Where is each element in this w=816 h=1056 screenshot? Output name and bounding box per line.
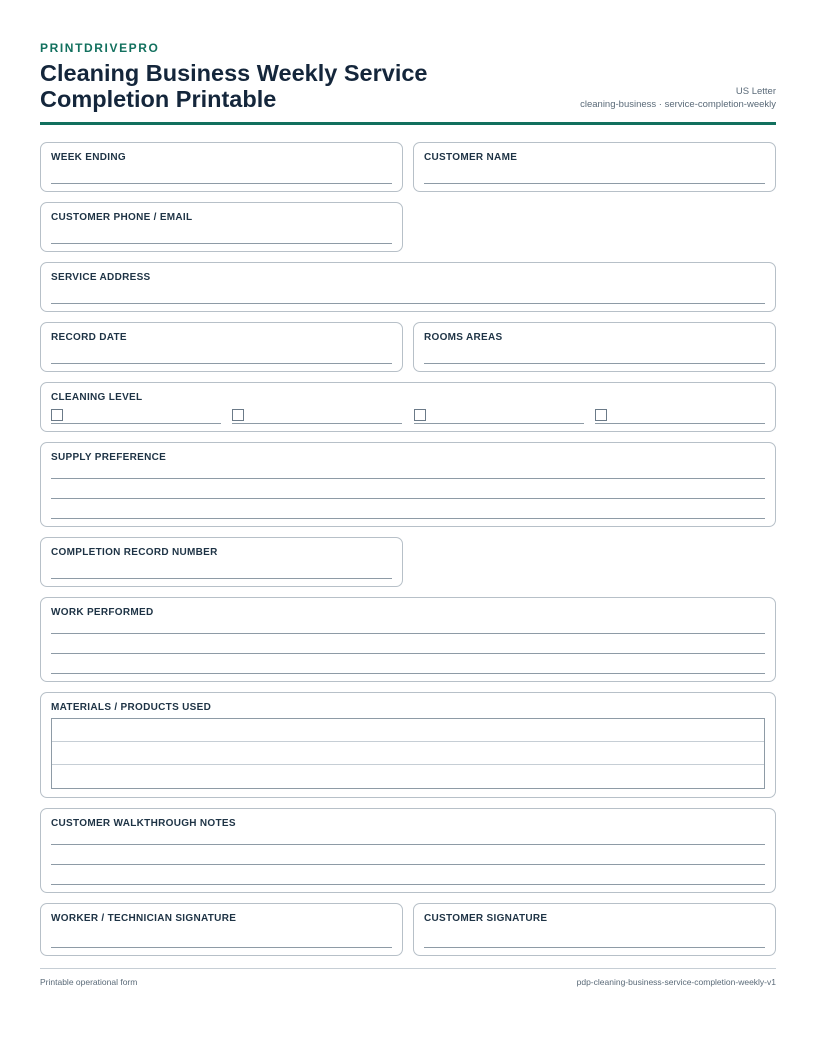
- work-performed-field[interactable]: [40, 597, 776, 682]
- footer-left-text: Printable operational form: [40, 977, 138, 987]
- cleaning-level-option[interactable]: [595, 408, 765, 424]
- brand-name: PRINTDRIVEPRO: [40, 41, 160, 55]
- footer-form-id: pdp-cleaning-business-service-completion-weekly-v1: [576, 977, 776, 987]
- supply-preference-label: SUPPLY PREFERENCE: [51, 452, 167, 463]
- write-line[interactable]: [51, 498, 765, 499]
- write-line[interactable]: [51, 363, 392, 364]
- service-address-label: SERVICE ADDRESS: [51, 272, 151, 283]
- record-date-label: RECORD DATE: [51, 332, 127, 343]
- write-line[interactable]: [424, 363, 765, 364]
- signature-line[interactable]: [51, 947, 392, 948]
- cleaning-level-field: [40, 382, 776, 432]
- customer-name-field[interactable]: [413, 142, 776, 192]
- completion-record-number-field[interactable]: [40, 537, 403, 587]
- option-line: [51, 423, 221, 424]
- materials-products-used-label: MATERIALS / PRODUCTS USED: [51, 702, 212, 713]
- write-line[interactable]: [51, 673, 765, 674]
- week-ending-label: WEEK ENDING: [51, 152, 126, 163]
- checkbox[interactable]: [232, 409, 244, 421]
- write-line[interactable]: [51, 518, 765, 519]
- checkbox[interactable]: [51, 409, 63, 421]
- write-line[interactable]: [51, 633, 765, 634]
- footer-rule: [40, 968, 776, 969]
- customer-phone-email-field[interactable]: [40, 202, 403, 252]
- option-line: [414, 423, 584, 424]
- customer-walkthrough-notes-label: CUSTOMER WALKTHROUGH NOTES: [51, 818, 236, 829]
- write-line[interactable]: [51, 844, 765, 845]
- table-row[interactable]: [52, 719, 764, 742]
- signature-line[interactable]: [424, 947, 765, 948]
- work-performed-label: WORK PERFORMED: [51, 607, 154, 618]
- write-line[interactable]: [51, 653, 765, 654]
- paper-size: US Letter: [735, 86, 776, 97]
- write-line[interactable]: [51, 183, 392, 184]
- customer-phone-email-label: CUSTOMER PHONE / EMAIL: [51, 212, 193, 223]
- customer-signature-label: CUSTOMER SIGNATURE: [424, 913, 548, 924]
- cleaning-level-option[interactable]: [414, 408, 584, 424]
- cleaning-level-option[interactable]: [51, 408, 221, 424]
- rooms-areas-field[interactable]: [413, 322, 776, 372]
- table-row[interactable]: [52, 742, 764, 765]
- supply-preference-field[interactable]: [40, 442, 776, 527]
- customer-name-label: CUSTOMER NAME: [424, 152, 518, 163]
- document-meta: [580, 85, 776, 111]
- completion-record-number-label: COMPLETION RECORD NUMBER: [51, 547, 218, 558]
- header-rule: [40, 122, 776, 125]
- materials-table: [51, 718, 765, 789]
- worker-signature-label: WORKER / TECHNICIAN SIGNATURE: [51, 913, 237, 924]
- option-line: [232, 423, 402, 424]
- write-line[interactable]: [51, 578, 392, 579]
- customer-walkthrough-notes-field[interactable]: [40, 808, 776, 893]
- record-date-field[interactable]: [40, 322, 403, 372]
- cleaning-level-label: CLEANING LEVEL: [51, 392, 143, 403]
- document-slug: cleaning-business · service-completion-weekly: [580, 99, 776, 110]
- cleaning-level-option[interactable]: [232, 408, 402, 424]
- table-row[interactable]: [52, 765, 764, 788]
- worker-signature-field[interactable]: [40, 903, 403, 956]
- write-line[interactable]: [51, 303, 765, 304]
- checkbox[interactable]: [595, 409, 607, 421]
- service-address-field[interactable]: [40, 262, 776, 312]
- customer-signature-field[interactable]: [413, 903, 776, 956]
- option-line: [595, 423, 765, 424]
- write-line[interactable]: [51, 864, 765, 865]
- page-title: Cleaning Business Weekly Service Completion Printable: [40, 60, 428, 112]
- write-line[interactable]: [51, 243, 392, 244]
- write-line[interactable]: [424, 183, 765, 184]
- checkbox[interactable]: [414, 409, 426, 421]
- week-ending-field[interactable]: [40, 142, 403, 192]
- write-line[interactable]: [51, 884, 765, 885]
- write-line[interactable]: [51, 478, 765, 479]
- materials-products-used-field: [40, 692, 776, 798]
- rooms-areas-label: ROOMS AREAS: [424, 332, 503, 343]
